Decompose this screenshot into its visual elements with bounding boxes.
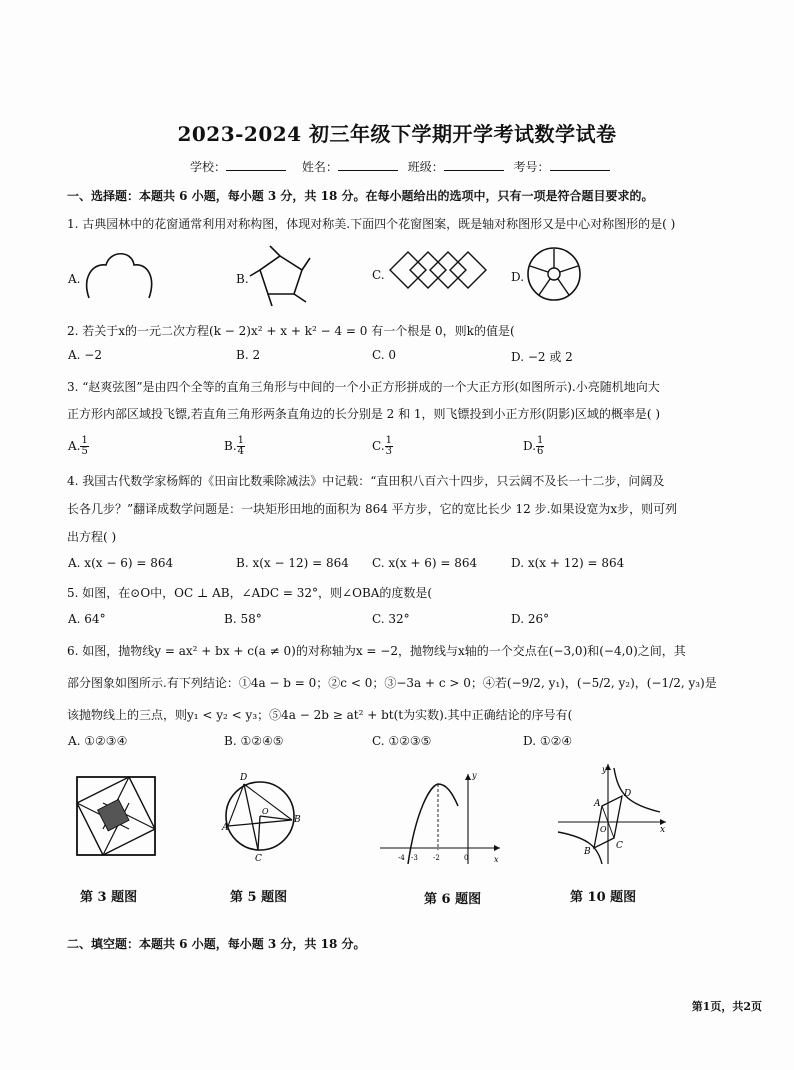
q4-option-c[interactable]: C. x(x + 6) = 864 xyxy=(372,556,478,570)
fig3-caption: 第 3 题图 xyxy=(80,890,138,905)
q3-line-1: 3. “赵爽弦图”是由四个全等的直角三角形与中间的一个小正方形拼成的一个大正方形(如图所示).小亮随机地向大 xyxy=(67,380,660,394)
q6-line-2: 部分图象如图所示.有下列结论：①4a − b = 0；②c < 0；③−3a + c > 0；④若(−9/2, y₁)，(−5/2, y₂)，(−1/2, y₃)是 xyxy=(67,676,717,690)
q3-line-2: 正方形内部区域投飞镖,若直角三角形两条直角边的长分别是 2 和 1，则飞镖投到小正方形(阴影)区域的概率是( ) xyxy=(67,407,661,421)
q3-option-d[interactable]: D. $\frac{1}{6}$ xyxy=(523,435,544,457)
fig6-label-x: x xyxy=(494,855,499,864)
q4-option-a[interactable]: A. x(x − 6) = 864 xyxy=(68,556,174,570)
q4-line-2: 长各几步？”翻译成数学问题是：一块矩形田地的面积为 864 平方步，它的宽比长少 12 步.如果设宽为x步，则可列 xyxy=(67,502,678,516)
q1-figure-d xyxy=(526,246,582,302)
q4-line-1: 4. 我国古代数学家杨辉的《田亩比数乘除减法》中记载：“直田积八百六十四步，只云阔不及长一十二步，问阔及 xyxy=(67,474,665,488)
q4-option-b[interactable]: B. x(x − 12) = 864 xyxy=(236,556,349,570)
fig6-parabola-graph xyxy=(380,770,504,866)
q1-figure-a xyxy=(84,248,154,300)
name-label: 姓名： xyxy=(301,160,338,174)
fig10-label-c: C xyxy=(616,841,623,851)
exam-no-label: 考号： xyxy=(513,160,550,174)
fig6-caption: 第 6 题图 xyxy=(424,892,482,907)
q1-option-b[interactable]: B. xyxy=(236,272,249,286)
class-field[interactable] xyxy=(444,170,504,171)
fig6-label-y: y xyxy=(472,771,477,780)
fig10-caption: 第 10 题图 xyxy=(570,890,637,905)
q6-option-d[interactable]: D. ①②④ xyxy=(523,734,573,748)
q5-option-d[interactable]: D. 26° xyxy=(511,612,550,626)
q1-option-d[interactable]: D. xyxy=(511,270,525,284)
q5-option-a[interactable]: A. 64° xyxy=(68,612,106,626)
q6-option-a[interactable]: A. ①②③④ xyxy=(68,734,128,748)
q4-line-3: 出方程( ) xyxy=(67,530,117,544)
section-1-header: 一、选择题：本题共 6 小题，每小题 3 分，共 18 分。在每小题给出的选项中，只有一项是符合题目要求的。 xyxy=(67,189,654,203)
fig6-label-m3: -3 xyxy=(411,854,418,862)
fig10-label-d: D xyxy=(624,789,632,799)
fig10-hyperbola-graph xyxy=(556,762,670,866)
q5-stem: 5. 如图，在⊙O中，OC ⊥ AB，∠ADC = 32°，则∠OBA的度数是( xyxy=(67,586,433,600)
q1-stem: 1. 古典园林中的花窗通常利用对称构图，体现对称美.下面四个花窗图案，既是轴对称图形又是中心对称图形的是( ) xyxy=(67,217,676,231)
q6-option-b[interactable]: B. ①②④⑤ xyxy=(224,734,284,748)
fig6-label-0: 0 xyxy=(464,854,469,862)
q1-figure-b xyxy=(248,244,314,306)
section-2-header: 二、填空题：本题共 6 小题，每小题 3 分，共 18 分。 xyxy=(67,937,366,951)
q3-option-a[interactable]: A. $\frac{1}{5}$ xyxy=(68,435,88,457)
fig5-label-b: B xyxy=(294,815,301,825)
q5-option-b[interactable]: B. 58° xyxy=(224,612,262,626)
q6-line-1: 6. 如图，抛物线y = ax² + bx + c(a ≠ 0)的对称轴为x = −2，抛物线与x轴的一个交点在(−3,0)和(−4,0)之间，其 xyxy=(67,644,686,658)
q5-option-c[interactable]: C. 32° xyxy=(372,612,410,626)
q6-option-c[interactable]: C. ①②③⑤ xyxy=(372,734,432,748)
q2-option-b[interactable]: B. 2 xyxy=(236,348,261,362)
fig10-label-y: y xyxy=(602,765,607,774)
fig5-label-o: O xyxy=(262,807,269,816)
q2-option-d[interactable]: D. −2 或 2 xyxy=(511,350,573,364)
fig5-label-d: D xyxy=(240,773,248,783)
fig5-label-c: C xyxy=(255,854,262,864)
fig5-circle-diagram xyxy=(222,770,301,864)
q4-option-d[interactable]: D. x(x + 12) = 864 xyxy=(511,556,625,570)
q1-option-c[interactable]: C. xyxy=(372,268,385,282)
q2-stem: 2. 若关于x的一元二次方程(k − 2)x² + x + k² − 4 = 0 有一个根是 0，则k的值是( xyxy=(67,324,515,338)
class-label: 班级： xyxy=(407,160,444,174)
fig10-label-o: O xyxy=(600,825,607,834)
student-info-line xyxy=(190,158,610,175)
q2-option-c[interactable]: C. 0 xyxy=(372,348,397,362)
fig3-zhao-shuang-diagram xyxy=(76,776,156,856)
q6-line-3: 该抛物线上的三点，则y₁ < y₂ < y₃；⑤4a − 2b ≥ at² + bt(t为实数).其中正确结论的序号有( xyxy=(67,708,573,722)
fig6-label-m4: -4 xyxy=(398,854,405,862)
name-field[interactable] xyxy=(338,170,398,171)
page-number: 第1页，共2页 xyxy=(691,1000,762,1013)
school-field[interactable] xyxy=(226,170,286,171)
q2-option-a[interactable]: A. −2 xyxy=(68,348,102,362)
fig10-label-x: x xyxy=(660,825,666,835)
fig5-caption: 第 5 题图 xyxy=(230,890,288,905)
fig5-label-a: A xyxy=(222,823,229,833)
page-title: 2023-2024 初三年级下学期开学考试数学试卷 xyxy=(177,122,617,146)
q3-option-c[interactable]: C. $\frac{1}{3}$ xyxy=(372,435,392,457)
q3-option-b[interactable]: B. $\frac{1}{4}$ xyxy=(224,435,245,457)
q1-figure-c xyxy=(388,250,488,290)
fig6-label-m2: -2 xyxy=(433,854,440,862)
exam-no-field[interactable] xyxy=(550,170,610,171)
q1-option-a[interactable]: A. xyxy=(68,272,81,286)
fig10-label-b: B xyxy=(584,847,591,857)
school-label: 学校： xyxy=(190,160,227,174)
fig10-label-a: A xyxy=(594,799,601,809)
